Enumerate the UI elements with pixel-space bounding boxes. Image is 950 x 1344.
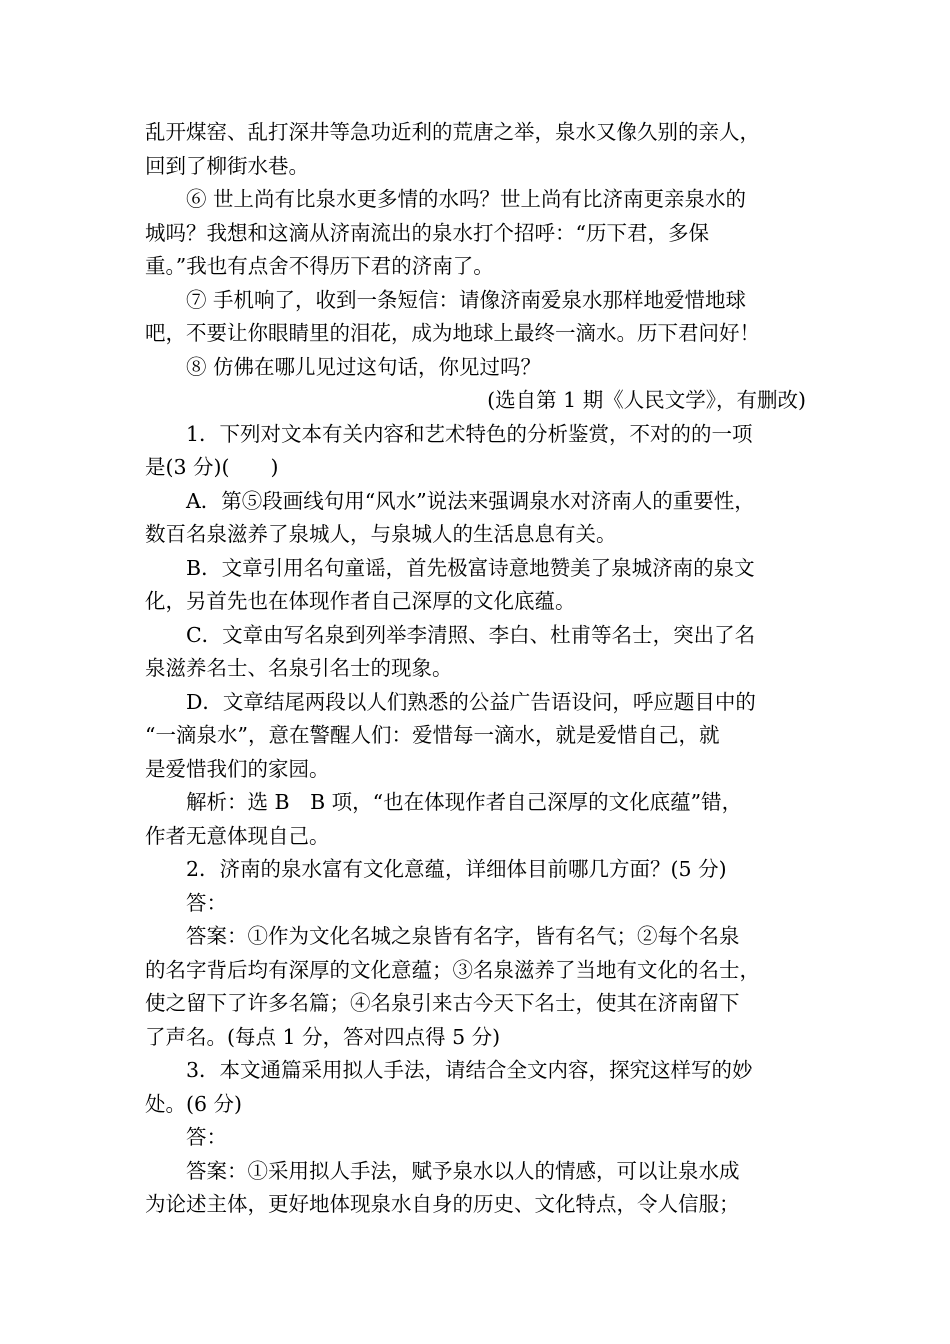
text-line: (选自第 1 期《人民文学》，有删改) <box>487 388 806 412</box>
text-line: 答： <box>186 890 227 915</box>
text-line: C．文章由写名泉到列举李清照、李白、杜甫等名士，突出了名 <box>186 622 756 647</box>
paragraph-p-continued <box>145 116 810 183</box>
text-line: 为论述主体，更好地体现泉水自身的历史、文化特点，令人信服； <box>145 1192 740 1216</box>
text-line: 乱开煤窑、乱打深井等急功近利的荒唐之举，泉水又像久别的亲人， <box>145 120 760 144</box>
paragraph-p6 <box>145 183 810 284</box>
text-line: 是(3 分)( ) <box>145 455 279 479</box>
text-line: 答案：①作为文化名城之泉皆有名字，皆有名气；②每个名泉 <box>186 924 740 948</box>
text-line: 数百名泉滋养了泉城人，与泉城人的生活息息有关。 <box>145 522 617 546</box>
text-line: ⑥ 世上尚有比泉水更多情的水吗？世上尚有比济南更亲泉水的 <box>186 187 747 211</box>
paragraph-q3-answer-label <box>145 1121 810 1155</box>
text-line: 处。(6 分) <box>145 1091 243 1116</box>
text-line: 城吗？我想和这滴从济南流出的泉水打个招呼：“历下君，多保 <box>145 220 709 245</box>
text-line: ⑦ 手机响了，收到一条短信：请像济南爱泉水那样地爱惜地球 <box>186 287 747 312</box>
text-line: 答案：①采用拟人手法，赋予泉水以人的情感，可以让泉水成 <box>186 1158 740 1183</box>
text-line: 1．下列对文本有关内容和艺术特色的分析鉴赏，不对的的一项 <box>186 421 753 446</box>
text-line: 回到了柳街水巷。 <box>145 153 309 178</box>
paragraph-q1-a <box>145 485 810 552</box>
paragraph-q2-answer-label <box>145 887 810 921</box>
paragraph-p7 <box>145 284 810 351</box>
text-line: 使之留下了许多名篇；④名泉引来古今天下名士，使其在济南留下 <box>145 991 740 1015</box>
text-line: D．文章结尾两段以人们熟悉的公益广告语设问，呼应题目中的 <box>186 689 756 714</box>
paragraph-q2 <box>145 853 810 887</box>
paragraph-q3-answer <box>145 1155 810 1222</box>
paragraph-q1-c <box>145 619 810 686</box>
text-line: 吧，不要让你眼睛里的泪花，成为地球上最终一滴水。历下君问好！ <box>145 321 760 345</box>
text-line: “一滴泉水”，意在警醒人们：爱惜每一滴水，就是爱惜自己，就 <box>145 723 720 747</box>
paragraph-q1 <box>145 418 810 485</box>
paragraph-q3 <box>145 1054 810 1121</box>
paragraph-q1-analysis <box>145 786 810 853</box>
paragraph-source <box>145 384 810 418</box>
text-line: A．第⑤段画线句用“风水”说法来强调泉水对济南人的重要性， <box>186 488 755 513</box>
text-line: 化，另首先也在体现作者自己深厚的文化底蕴。 <box>145 589 576 613</box>
text-line: B．文章引用名句童谣，首先极富诗意地赞美了泉城济南的泉文 <box>186 555 755 580</box>
text-line: 2．济南的泉水富有文化意蕴，详细体目前哪几方面？(5 分) <box>186 857 727 881</box>
text-line: ⑧ 仿佛在哪儿见过这句话，你见过吗？ <box>186 354 542 379</box>
text-line: 了声名。(每点 1 分，答对四点得 5 分) <box>145 1024 501 1049</box>
paragraph-p8 <box>145 351 810 385</box>
text-line: 是爱惜我们的家园。 <box>145 756 330 781</box>
text-line: 解析：选 B B 项，“也在体现作者自己深厚的文化底蕴”错， <box>186 790 743 814</box>
document-page <box>145 116 810 1222</box>
text-line: 答： <box>186 1125 227 1149</box>
paragraph-q2-answer <box>145 920 810 1054</box>
text-line: 3．本文通篇采用拟人手法，请结合全文内容，探究这样写的妙 <box>186 1058 753 1082</box>
text-line: 作者无意体现自己。 <box>145 823 330 848</box>
paragraph-q1-d <box>145 686 810 787</box>
text-line: 重。”我也有点舍不得历下君的济南了。 <box>145 254 494 278</box>
paragraph-q1-b <box>145 552 810 619</box>
text-line: 泉滋养名士、名泉引名士的现象。 <box>145 656 453 680</box>
text-line: 的名字背后均有深厚的文化意蕴；③名泉滋养了当地有文化的名士， <box>145 957 760 982</box>
